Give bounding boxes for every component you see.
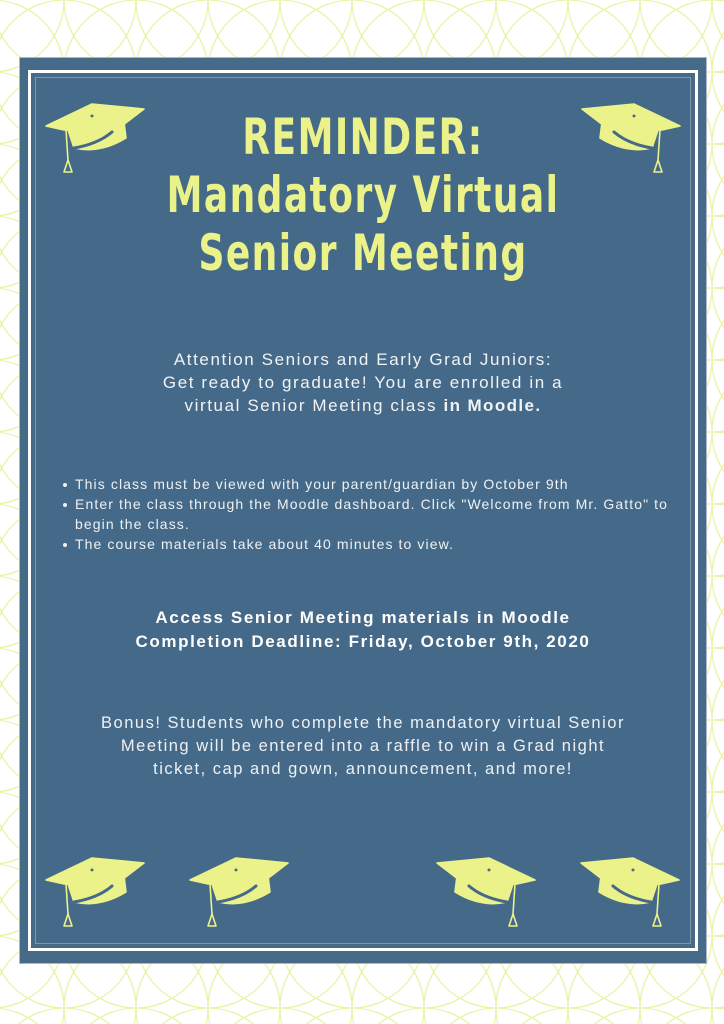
headline-line-3: Senior Meeting [198, 224, 528, 282]
bonus-paragraph [40, 712, 686, 781]
graduation-cap-icon [42, 852, 148, 932]
intro-line-2: Get ready to graduate! You are enrolled in a [162, 373, 564, 392]
bonus-line-2: Meeting will be entered into a raffle to win a Grad night [120, 737, 606, 755]
access-line: Access Senior Meeting materials in Moodle [155, 608, 571, 627]
deadline-line: Completion Deadline: Friday, October 9th, 2020 [135, 632, 591, 651]
graduation-cap-icon [186, 852, 292, 932]
access-deadline-block [20, 606, 706, 654]
graduation-cap-icon [578, 98, 684, 178]
bonus-line-1: Bonus! Students who complete the mandatory virtual Senior [101, 714, 625, 732]
list-item: The course materials take about 40 minutes to view. [60, 534, 676, 554]
flyer-content [20, 58, 706, 963]
graduation-cap-icon [42, 98, 148, 178]
graduation-cap-icon [433, 852, 539, 932]
instructions-list [60, 474, 676, 554]
list-item: Enter the class through the Moodle dashboard. Click "Welcome from Mr. Gatto" to begin the class. [60, 494, 676, 534]
intro-line-3-text: virtual Senior Meeting class [184, 396, 444, 415]
intro-line-1: Attention Seniors and Early Grad Juniors: [173, 350, 553, 369]
headline [116, 108, 610, 282]
bonus-line-3: ticket, cap and gown, announcement, and more! [153, 760, 573, 778]
moodle-emphasis: in Moodle. [443, 396, 542, 415]
list-item: This class must be viewed with your parent/guardian by October 9th [60, 474, 676, 494]
headline-line-1: REMINDER: [242, 108, 484, 166]
intro-paragraph [60, 348, 666, 417]
headline-line-2: Mandatory Virtual [166, 166, 560, 224]
intro-line-3 [60, 394, 666, 417]
graduation-cap-icon [577, 852, 683, 932]
